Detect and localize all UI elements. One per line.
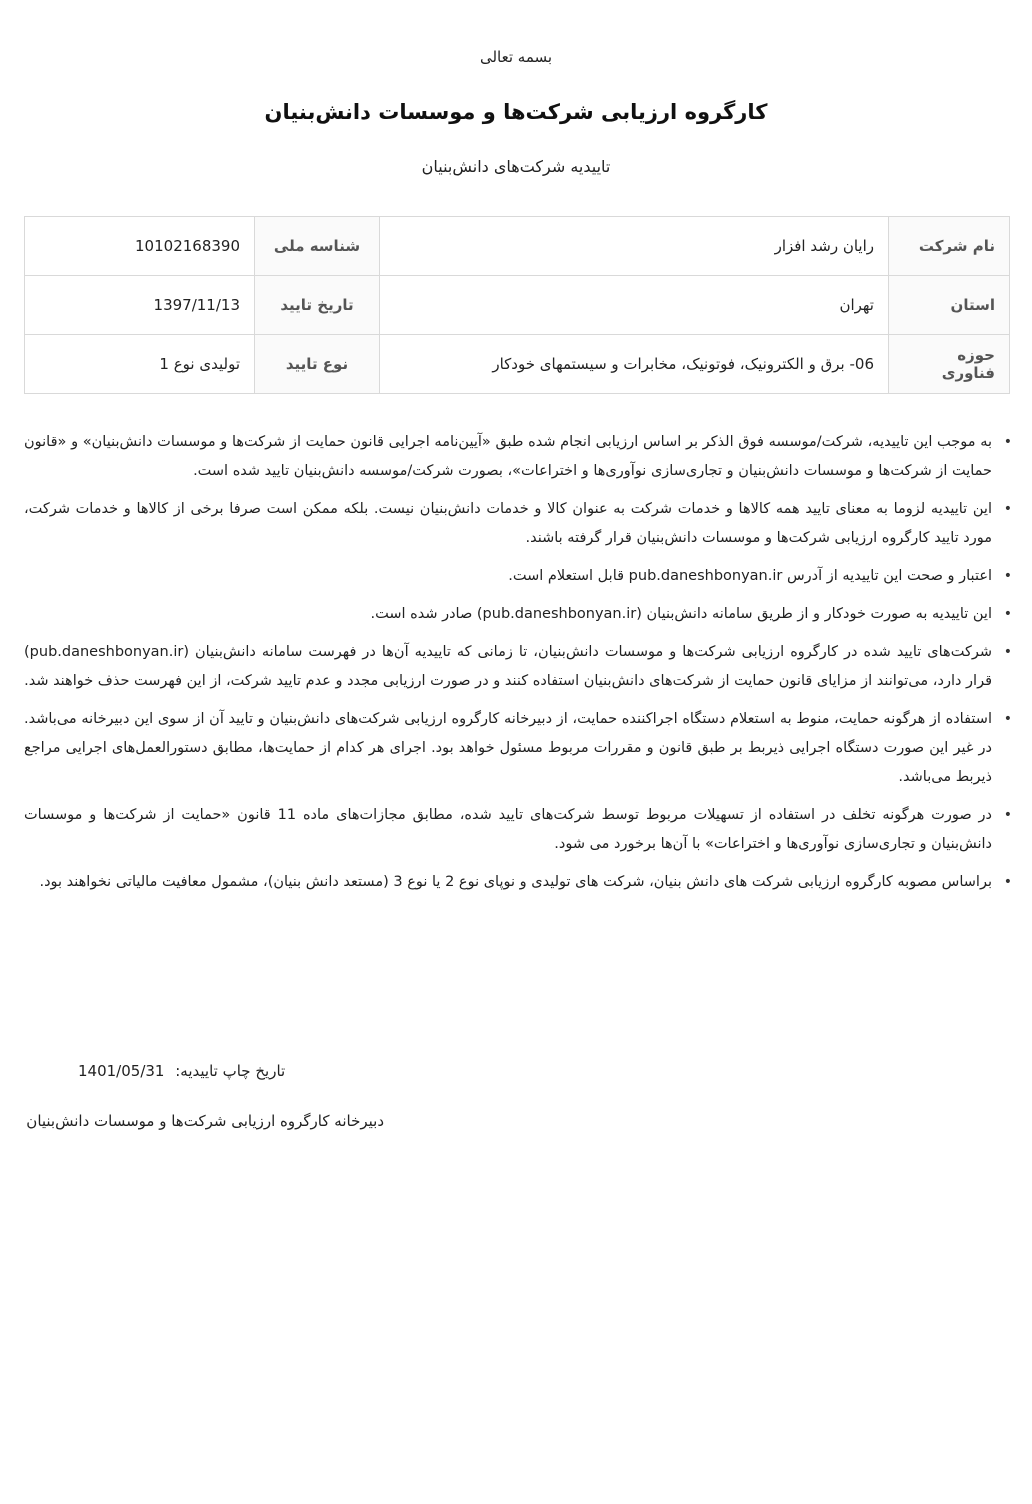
bullet-icon: •	[1003, 606, 1012, 622]
page-subtitle: تاییدیه شرکت‌های دانش‌بنیان	[421, 157, 611, 176]
province-label: استان	[889, 276, 1010, 335]
company-name-value: رایان رشد افزار	[380, 217, 889, 276]
approval-type-value: تولیدی نوع 1	[25, 335, 255, 394]
bullet-icon: •	[1003, 501, 1012, 517]
note-text: در صورت هرگونه تخلف در استفاده از تسهیلات مربوط توسط شرکت‌های تایید شده، مطابق مجازات‌های ماده 11 قانون «حمایت از شرکت‌ها و موسسات دانش‌بنیان و تجاری‌سازی نوآوری‌ها و اختراعات» با آن‌ها برخورد می شود.	[24, 807, 992, 852]
page-title: کارگروه ارزیابی شرکت‌ها و موسسات دانش‌بنیان	[264, 100, 768, 124]
list-item	[24, 495, 1012, 553]
bullet-icon: •	[1003, 568, 1012, 584]
approval-date-label: تاریخ تایید	[255, 276, 380, 335]
bullet-icon: •	[1003, 874, 1012, 890]
print-date-label: تاریخ چاپ تاییدیه:	[175, 1062, 286, 1080]
list-item	[24, 638, 1012, 696]
approval-date-value: 1397/11/13	[25, 276, 255, 335]
table-row	[25, 217, 1010, 276]
list-item	[24, 428, 1012, 486]
list-item	[24, 600, 1012, 629]
table-row	[25, 276, 1010, 335]
approval-type-label: نوع تایید	[255, 335, 380, 394]
bullet-icon: •	[1003, 807, 1012, 823]
print-date-row	[78, 1062, 285, 1080]
national-id-value: 10102168390	[25, 217, 255, 276]
note-text: این تاییدیه به صورت خودکار و از طریق سامانه دانش‌بنیان (pub.daneshbonyan.ir) صادر شده است.	[370, 606, 992, 622]
notes-list	[24, 428, 1014, 906]
province-value: تهران	[380, 276, 889, 335]
company-info-table	[24, 216, 1010, 394]
list-item	[24, 868, 1012, 897]
company-name-label: نام شرکت	[889, 217, 1010, 276]
tech-field-label: حوزه فناوری	[889, 335, 1010, 394]
list-item	[24, 562, 1012, 591]
secretariat-signature: دبیرخانه کارگروه ارزیابی شرکت‌ها و موسسات دانش‌بنیان	[26, 1112, 384, 1130]
note-text: این تاییدیه لزوما به معنای تایید همه کالاها و خدمات شرکت به عنوان کالا و خدمات دانش‌بنیان نیست. بلکه ممکن است صرفا برخی از کالاها و خدمات شرکت، مورد تایید کارگروه ارزیابی شرکت‌ها و موسسات دانش‌بنیان قرار گرفته باشند.	[24, 501, 992, 546]
table-row	[25, 335, 1010, 394]
note-text: به موجب این تاییدیه، شرکت/موسسه فوق الذکر بر اساس ارزیابی انجام شده طبق «آیین‌نامه اجرایی قانون حمایت از شرکت‌ها و موسسات دانش‌بنیان» و «قانون حمایت از شرکت‌ها و موسسات دانش‌بنیان و تجاری‌سازی نوآوری‌ها و اختراعات»، بصورت شرکت/موسسه دانش‌بنیان تایید شده است.	[24, 434, 992, 479]
bullet-icon: •	[1003, 711, 1012, 727]
bullet-icon: •	[1003, 644, 1012, 660]
print-date-value: 1401/05/31	[78, 1062, 165, 1080]
invocation-text: بسمه تعالی	[479, 48, 553, 66]
national-id-label: شناسه ملی	[255, 217, 380, 276]
bullet-icon: •	[1003, 434, 1012, 450]
tech-field-value: 06- برق و الکترونیک، فوتونیک، مخابرات و سیستمهای خودکار	[380, 335, 889, 394]
note-text: اعتبار و صحت این تاییدیه از آدرس pub.daneshbonyan.ir قابل استعلام است.	[508, 568, 992, 584]
note-text: استفاده از هرگونه حمایت، منوط به استعلام دستگاه اجراکننده حمایت، از دبیرخانه کارگروه ارزیابی شرکت‌های دانش‌بنیان و تایید آن از سوی این دبیرخانه می‌باشد. در غیر این صورت دستگاه اجرایی ذیربط بر طبق قانون و مقررات مربوط مسئول خواهد بود. اجرای هر کدام از حمایت‌ها، مطابق دستورالعمل‌های اجرایی مراجع ذیربط می‌باشد.	[24, 711, 992, 785]
note-text: شرکت‌های تایید شده در کارگروه ارزیابی شرکت‌ها و موسسات دانش‌بنیان، تا زمانی که تاییدیه آن‌ها در فهرست سامانه دانش‌بنیان (pub.daneshbonyan.ir) قرار دارد، می‌توانند از مزایای قانون حمایت از شرکت‌های دانش‌بنیان استفاده کنند و در صورت ارزیابی مجدد و عدم تایید شرکت، از این فهرست حذف خواهند شد.	[24, 644, 992, 689]
note-text: براساس مصوبه کارگروه ارزیابی شرکت های دانش بنیان، شرکت های تولیدی و نوپای نوع 2 یا نوع 3 (مستعد دانش بنیان)، مشمول معافیت مالیاتی نخواهند بود.	[39, 874, 992, 890]
list-item	[24, 801, 1012, 859]
list-item	[24, 705, 1012, 792]
